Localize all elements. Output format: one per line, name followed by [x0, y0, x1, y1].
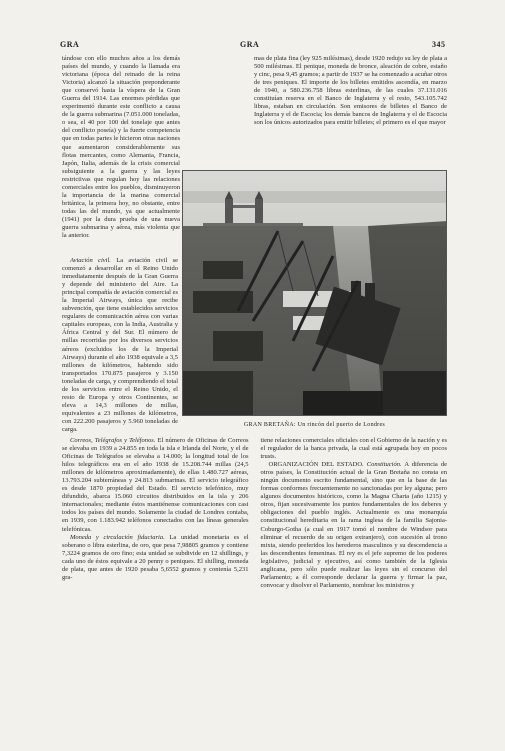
state-heading: ORGANIZACIÓN DEL ESTADO. — [268, 461, 364, 469]
bottom-section — [62, 437, 447, 590]
currency-heading: Moneda y circulación fiduciaria. — [70, 533, 165, 541]
posts-text: El número de Oficinas de Correos se elevaba en 1939 a 24.855 en toda la isla e Irlanda del Norte, y el de Oficinas de Telégrafos se elevaba a 14.000; la longitud total de los hilos telegráficos era en el año 1938 de 15.208.744 millas (24,5 millones de kilómetros aproximadamente), de ellas 1.480.727 aéreas, 13.793.204 subterráneas y 24.813 submarinas. El servicio telegráfico es desde 1870 propiedad del Estado. El servicio telefónico, muy difundido, abarca 15.060 circuitos distribuidos en la isla y 206 internacionales; mediante éstos mantiénense comunicaciones con casi todos los países del mundo. Solamente la ciudad de Londres contaba, en 1939, con 1.183.942 teléfonos conectados con las líneas generales telefónicas. — [62, 437, 249, 533]
bottom-right-text1: tiene relaciones comerciales oficiales con el Gobierno de la nación y es el regulador de la banca privada, la cual está agrupada hoy en pocos trusts. — [260, 437, 447, 461]
aviation-text: La aviación civil se comenzó a desarrollar en el Reino Unido inmediatamente después de la Gran Guerra y depende del ministerio del Aire. La principal compañía de aviación comercial es la Imperial Airways, única que recibe subvención, que tiene establecidos servicios regulares de comunicación aérea con varias capitales europeas, con la India, Australia y África Central y del Sur. El número de millas recorridas por los diversos servicios aéreos (excluidos los de la Imperial Airways) durante el año 1938 equivale a 3,5 millones de kilómetros, habiendo sido transportados 170.875 pasajeros y 3.150 toneladas de carga, y comprendiendo el total de los servicios entre el Reino Unido, el resto de Europa y otros Continentes, se eleva a 14,3 millones de millas, equivalentes a 23 millones de kilómetros, con 222.200 pasajeros y 5.960 toneladas de carga. — [62, 257, 178, 433]
left-paragraph: tándose con ello muchos años a los demás países del mundo, y cuando la llamada era victoriana (época del reinado de la reina Victoria) alcanzó la situación preponderante que conservó hasta la víspera de la Gran Guerra del 1914. Las enormes pérdidas que experimentó durante este conflicto a causa de la guerra submarina (7.051.000 toneladas, o sea, el 40 por 100 del tonelaje que antes del conflicto poseía) y la fuerte competencia que en todas partes le hicieron otras naciones que aumentaron considerablemente sus flotas mercantes, como Alemania, Francia, Japón, Italia, además de la crisis comercial subsiguiente a la guerra y las leyes restrictivas que regulan hoy las relaciones comerciales entre los pueblos, disminuyeron la importancia de la marina comercial británica, la primera hoy, no obstante, entre todas las del mundo, ya que actualmente (1941) por la dura prueba de una nueva guerra submarina y aérea, más violenta que la anterior. — [62, 55, 180, 240]
left-column-top — [62, 55, 180, 255]
header-center-title: GRA — [240, 40, 260, 49]
aviation-heading: Aviación civil. — [70, 257, 111, 264]
bottom-left-column — [62, 437, 249, 590]
page-number: 345 — [432, 40, 446, 49]
posts-heading: Correos, Telégrafos y Teléfonos. — [70, 437, 156, 444]
constitution-heading: Constitución. — [366, 461, 402, 469]
currency-text: La unidad monetaria es el soberano o libra esterlina, de oro, que pesa 7,98805 gramos y contiene 7,3224 gramos de oro fino; esta unidad se subdivide en 12 shillings, y cada uno de éstos equivale a 20 penny o peniques. El shilling, moneda de plata, que antes de 1920 pesaba 5,6552 gramos y contenía 5,231 gra- — [62, 533, 249, 581]
header-left-title: GRA — [60, 40, 80, 49]
bottom-right-column — [261, 437, 448, 590]
photo-caption: GRAN BRETAÑA: Un rincón del puerto de Londres — [243, 422, 386, 428]
right-top-paragraph: mas de plata fina (ley 925 milésimas), desde 1920 redujo su ley de plata a 500 milésimas. El penique, moneda de bronce, aleación de cobre, estaño y cinc, pesa 9,45 gramos; a partir de 1937 se ha comenzado a acuñar otros de tres peniques. El importe de los billetes emitidos ascendía, en marzo de 1940, a 580.236.758 libras esterlinas, de las cuales 37.131.016 constituían reserva en el Banco de Inglaterra y el resto, 543.105.742 libras, estaban en circulación. Son emisores de billetes el Banco de Inglaterra y el de Escocia; los demás bancos de Inglaterra y el de Escocia son los únicos autorizados para emitir billetes; el primero es el que mayor — [254, 55, 447, 127]
right-column-top — [254, 55, 447, 165]
aviation-section — [62, 257, 178, 433]
bottom-right-text2: A diferencia de otros países, la Constitución actual de la Gran Bretaña no consta en ningún documento escrito fundamental, sino que en la base de las formas conformes frecuentemente no sancionadas por ley alguna; pero algunos documentos históricos, como la Magna Charta (año 1215) y otros, fijan sucesivamente los puntos fundamentales de los deberes y obligaciones del pueblo inglés. Actualmente es una monarquía constitucional hereditaria en la rama inglesa de la familia Sajonia-Coburgo-Gotha (a cual en 1917 tomó el nombre de Windsor para eliminar el recuerdo de su origen extranjero), con sucesión al trono mixta, siendo preferidos los herederos masculinos y su descendencia a las descendientes femeninas. El rey es el jefe supremo de los poderes legislativo, judicial y ejecutivo, así como también de la Iglesia anglicana, pero sólo puede realizar las leyes sin el concurso del Parlamento; a él corresponde declarar la guerra y firmar la paz, convocar y disolver el Parlamento, nombrar los ministros y — [260, 461, 447, 589]
london-port-photo — [182, 170, 447, 416]
